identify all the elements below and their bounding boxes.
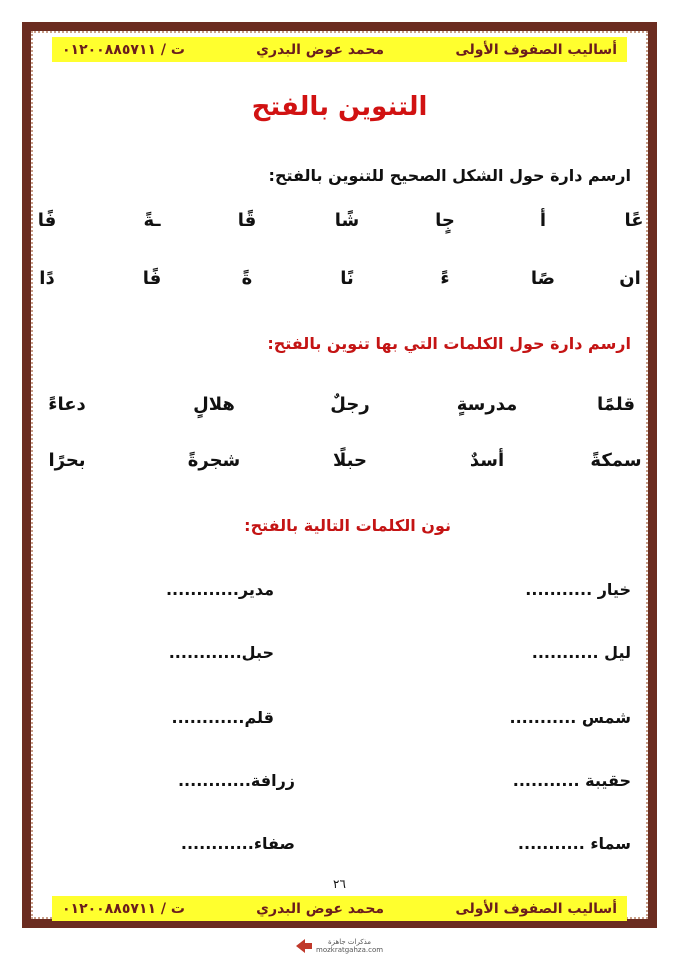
fill-word: خيار ........... (525, 580, 631, 599)
word-item: هلالٍ (193, 394, 235, 415)
fill-word: ليل ........... (531, 643, 631, 662)
letter-item: عًا (624, 210, 644, 231)
fill-word: زرافة............ (177, 771, 295, 790)
header-banner (52, 37, 627, 62)
header-author: محمد عوض البدري (256, 41, 385, 58)
letter-item: قًا (237, 210, 257, 231)
word-item: قلمًا (597, 394, 635, 415)
fill-word: صفاء............ (180, 834, 295, 853)
section2-instruction: ارسم دارة حول الكلمات التي بها تنوين بالفتح: (267, 334, 631, 353)
letter-item: جٍا (435, 210, 455, 231)
letter-item: نًا (340, 268, 354, 289)
section1-row1 (0, 210, 679, 240)
footer-banner (52, 896, 627, 921)
word-item: سمكةً (590, 450, 642, 471)
fill-word: حقيبة ........... (512, 771, 631, 790)
word-item: دعاءً (48, 394, 86, 415)
watermark-logo (296, 938, 383, 954)
section2-row1 (0, 394, 679, 424)
word-item: حبلًا (333, 450, 367, 471)
header-phone: ت / ٠١٢٠٠٨٨٥٧١١ (62, 41, 185, 58)
letter-item: ءً (440, 268, 450, 289)
word-item: مدرسةٍ (456, 394, 518, 415)
footer-author: محمد عوض البدري (256, 900, 385, 917)
header-series: أساليب الصفوف الأولى (455, 41, 617, 58)
fill-word: قلم............ (171, 708, 274, 727)
page-title: التنوين بالفتح (251, 92, 428, 122)
fill-word: مدير............ (165, 580, 274, 599)
letter-item: ةً (241, 268, 253, 289)
word-item: بحرًا (48, 450, 86, 471)
word-item: شجرةً (187, 450, 241, 471)
fill-word: حبل............ (168, 643, 274, 662)
watermark-line2: mozkratgahza.com (316, 946, 384, 954)
letter-item: صًا (530, 268, 556, 289)
section1-row2 (0, 268, 679, 298)
letter-item: ان (619, 268, 641, 289)
word-item: أسدٌ (469, 450, 505, 471)
footer-phone: ت / ٠١٢٠٠٨٨٥٧١١ (62, 900, 185, 917)
letter-item: ـةً (143, 210, 161, 231)
page-number: ٢٦ (333, 877, 346, 891)
section1-instruction: ارسم دارة حول الشكل الصحيح للتنوين بالفتح: (268, 166, 631, 185)
watermark-line1: مذكرات جاهزة (328, 938, 372, 946)
letter-item: دًا (39, 268, 55, 289)
letter-item: أ (539, 210, 547, 231)
letter-item: شًا (334, 210, 360, 231)
word-item: رجلٌ (330, 394, 370, 415)
arrow-logo-icon (296, 939, 312, 953)
section2-row2 (0, 450, 679, 480)
letter-item: فًا (142, 268, 162, 289)
footer-series: أساليب الصفوف الأولى (455, 900, 617, 917)
section3-instruction: نون الكلمات التالية بالفتح: (244, 516, 451, 535)
fill-word: شمس ........... (509, 708, 631, 727)
fill-word: سماء ........... (517, 834, 631, 853)
letter-item: فًا (37, 210, 57, 231)
